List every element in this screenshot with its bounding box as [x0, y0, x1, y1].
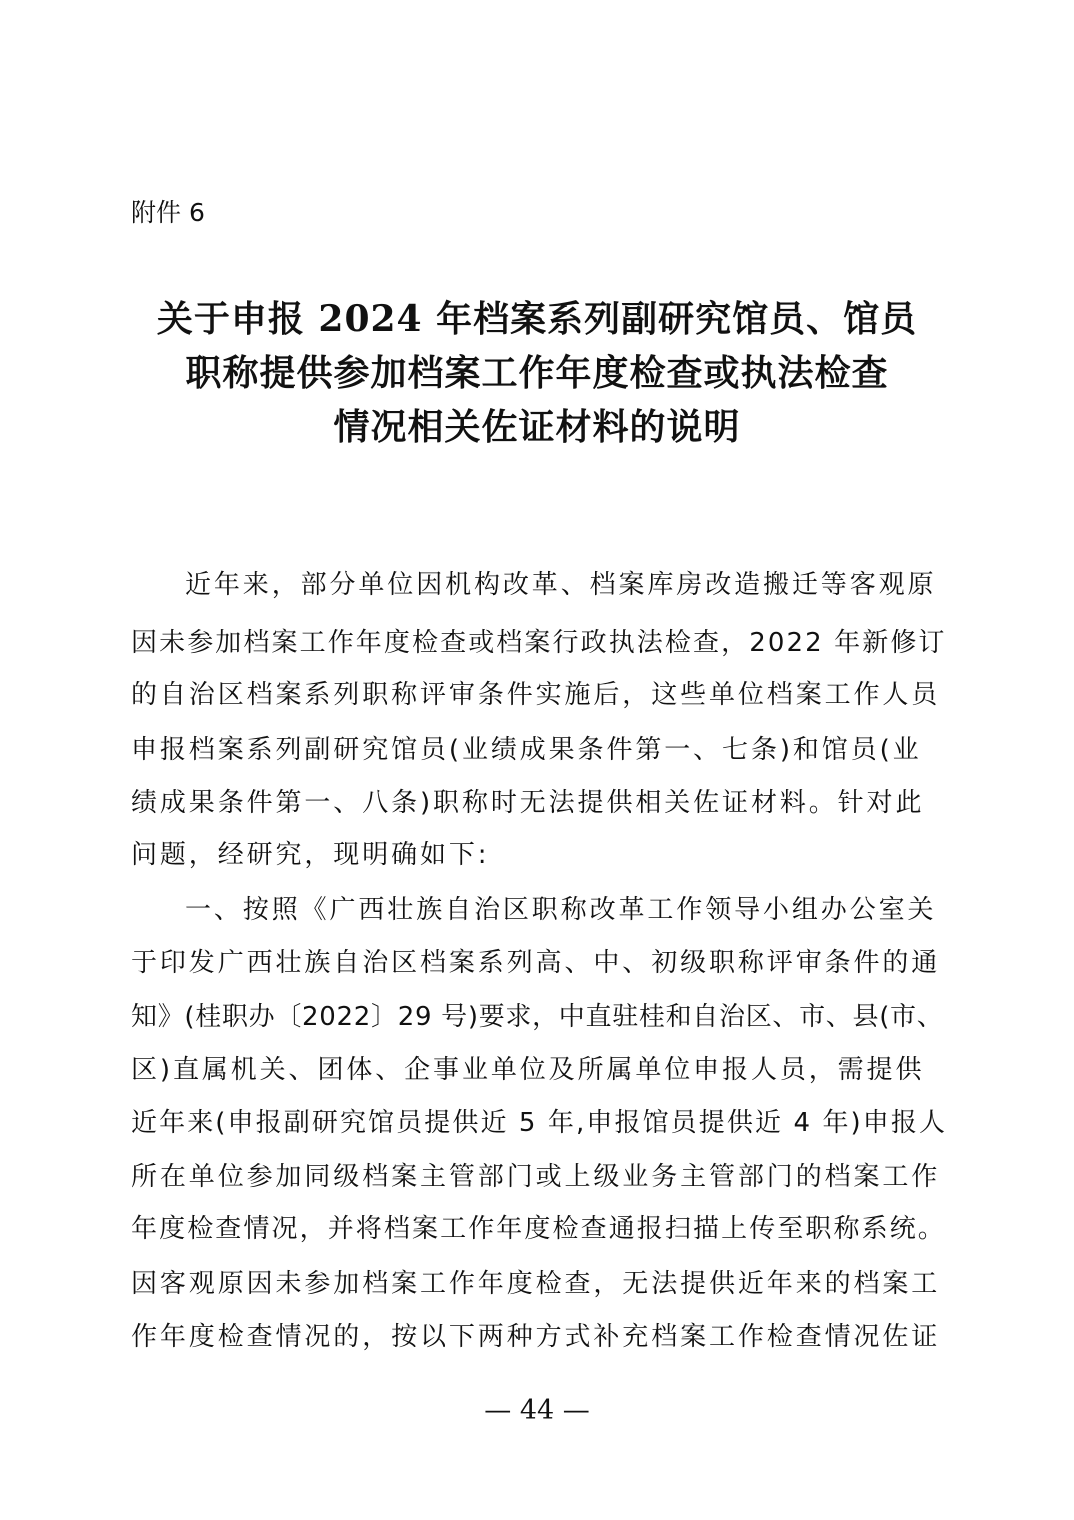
- body-line: 一、按照《广西壮族自治区职称改革工作领导小组办公室关: [185, 895, 937, 925]
- body-line: 作年度检查情况的，按以下两种方式补充档案工作检查情况佐证: [131, 1322, 941, 1352]
- body-line: 的自治区档案系列职称评审条件实施后，这些单位档案工作人员: [131, 680, 941, 710]
- body-line: 年度检查情况，并将档案工作年度检查通报扫描上传至职称系统。: [131, 1214, 946, 1244]
- body-line: 于印发广西壮族自治区档案系列高、中、初级职称评审条件的通: [131, 948, 941, 978]
- body-line: 近年来(申报副研究馆员提供近 5 年,申报馆员提供近 4 年)申报人: [131, 1108, 948, 1138]
- title-line: 关于申报 2024 年档案系列副研究馆员、馆员: [156, 298, 918, 340]
- title-line: 情况相关佐证材料的说明: [333, 406, 741, 448]
- body-line: 区)直属机关、团体、企事业单位及所属单位申报人员，需提供: [131, 1055, 925, 1085]
- body-line: 因未参加档案工作年度检查或档案行政执法检查，2022 年新修订: [131, 628, 947, 658]
- attachment-label: 附件 6: [131, 198, 205, 227]
- body-line: 因客观原因未参加档案工作年度检查，无法提供近年来的档案工: [131, 1269, 941, 1299]
- body-line: 绩成果条件第一、八条)职称时无法提供相关佐证材料。针对此: [131, 788, 925, 818]
- page-number: — 44 —: [484, 1395, 590, 1426]
- document-title: [100, 292, 974, 454]
- body-line: 所在单位参加同级档案主管部门或上级业务主管部门的档案工作: [131, 1162, 941, 1192]
- body-line: 问题，经研究，现明确如下:: [131, 840, 490, 870]
- title-line: 职称提供参加档案工作年度检查或执法检查: [185, 352, 889, 394]
- body-line: 知》(桂职办〔2022〕29 号)要求，中直驻桂和自治区、市、县(市、: [131, 1002, 944, 1032]
- body-line: 近年来，部分单位因机构改革、档案库房改造搬迁等客观原: [185, 570, 937, 600]
- body-line: 申报档案系列副研究馆员(业绩成果条件第一、七条)和馆员(业: [131, 735, 922, 765]
